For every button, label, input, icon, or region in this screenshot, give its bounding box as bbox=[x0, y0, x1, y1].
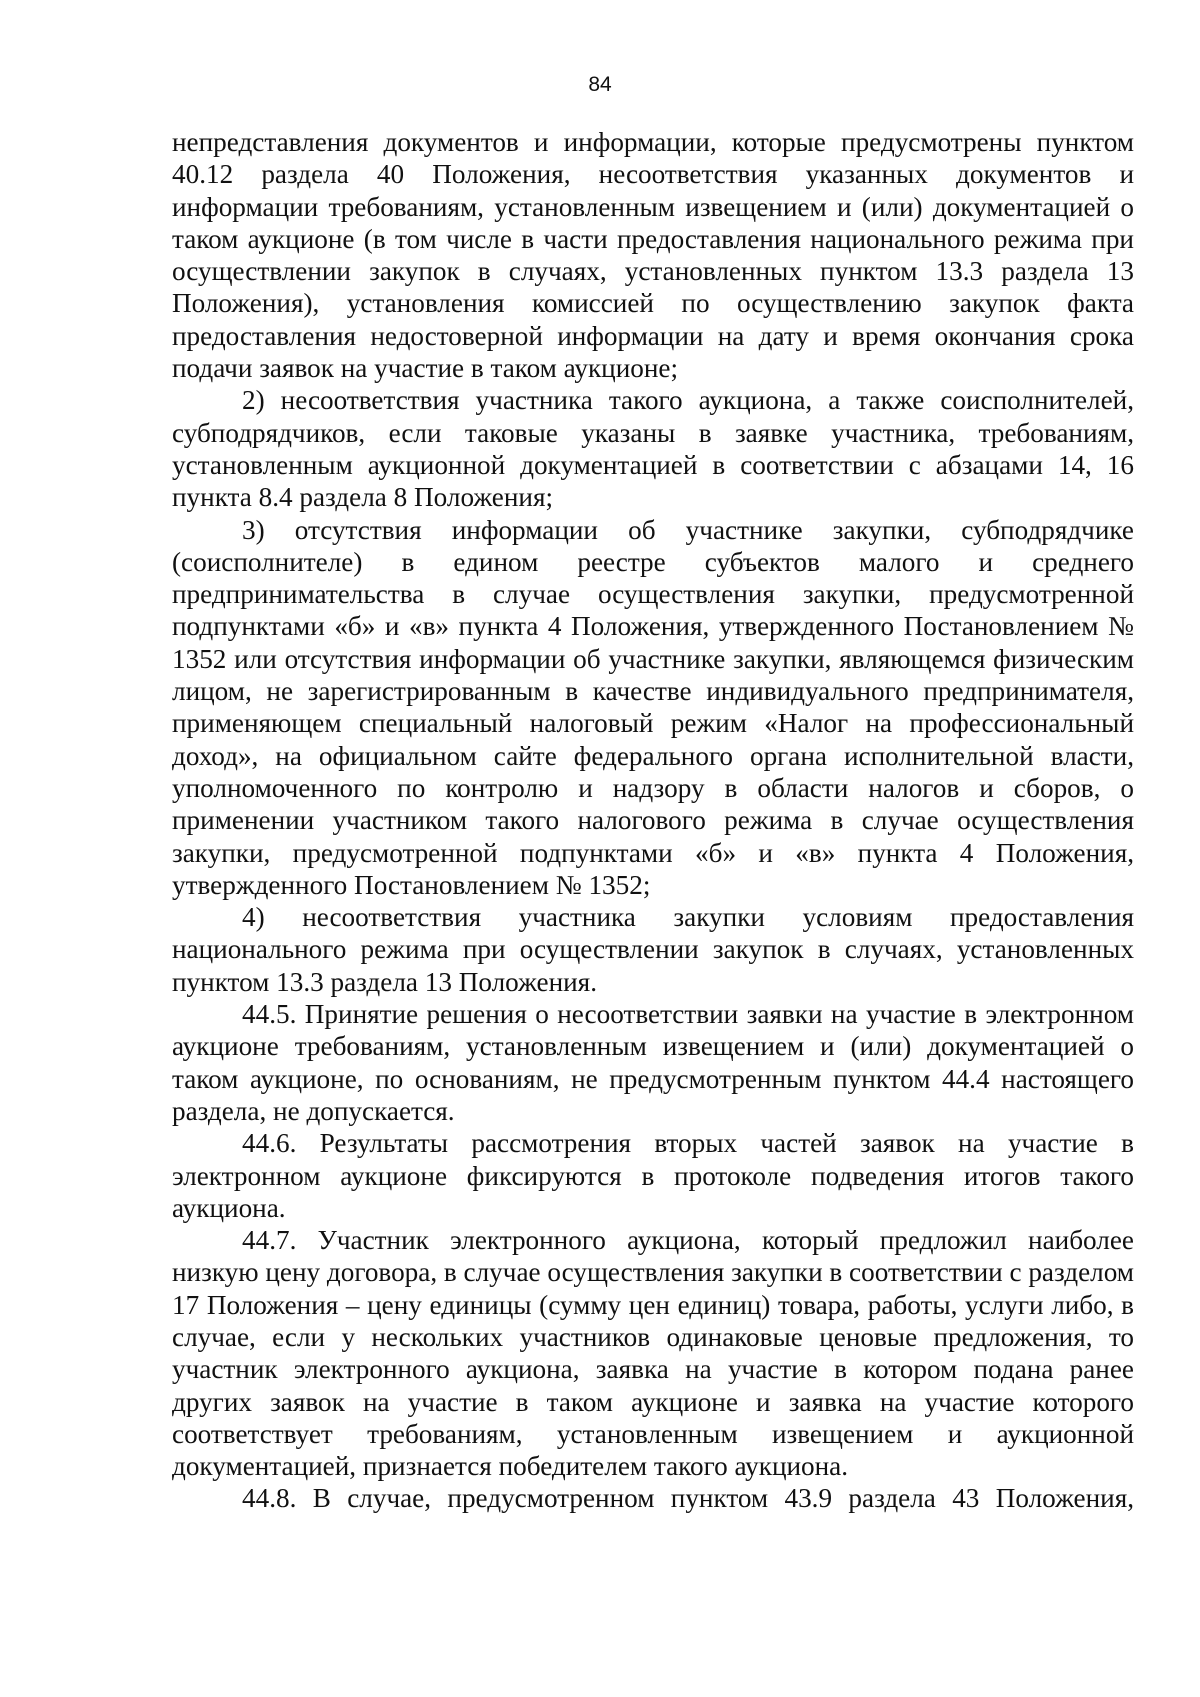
paragraph-44-8: 44.8. В случае, предусмотренном пунктом 43.9 раздела 43 Положения, bbox=[242, 1483, 1134, 1514]
paragraph-44-5: 44.5. Принятие решения о несоответствии заявки на участие в электронном аукционе требованиям, установленным извещением и (или) документацией о таком аукционе, по основаниям, не предусмотренным пунктом 44.4 настоящего раздела, не допускается. bbox=[172, 999, 1134, 1126]
page-number: 84 bbox=[588, 73, 612, 96]
paragraph-item-3: 3) отсутствия информации об участнике закупки, субподрядчике (соисполнителе) в едином реестре субъектов малого и среднего предпринимательства в случае осуществления закупки, предусмотренной подпунктами «б» и «в» пункта 4 Положения, утвержденного Постановлением № 1352 или отсутствия информации об участнике закупки, являющемся физическим лицом, не зарегистрированным в качестве индивидуального предпринимателя, применяющем специальный налоговый режим «Налог на профессиональный доход», на официальном сайте федерального органа исполнительной власти, уполномоченного по контролю и надзору в области налогов и сборов, о применении участником такого налогового режима в случае осуществления закупки, предусмотренной подпунктами «б» и «в» пункта 4 Положения, утвержденного Постановлением № 1352; bbox=[172, 514, 1134, 900]
paragraph-item-4: 4) несоответствия участника закупки условиям предоставления национального режима при осуществлении закупок в случаях, установленных пунктом 13.3 раздела 13 Положения. bbox=[172, 902, 1134, 997]
paragraph-44-6: 44.6. Результаты рассмотрения вторых частей заявок на участие в электронном аукционе фиксируются в протоколе подведения итогов такого аукциона. bbox=[172, 1128, 1134, 1223]
document-body bbox=[172, 126, 1134, 1515]
paragraph-grounds-continuation: непредставления документов и информации, которые предусмотрены пунктом 40.12 раздела 40 Положения, несоответствия указанных документов и информации требованиям, установленным извещением и (или) документацией о таком аукционе (в том числе в части предоставления национального режима при осуществлении закупок в случаях, установленных пунктом 13.3 раздела 13 Положения), установления комиссией по осуществлению закупок факта предоставления недостоверной информации на дату и время окончания срока подачи заявок на участие в таком аукционе; bbox=[172, 127, 1134, 384]
paragraph-44-7: 44.7. Участник электронного аукциона, который предложил наиболее низкую цену договора, в случае осуществления закупки в соответствии с разделом 17 Положения – цену единицы (сумму цен единиц) товара, работы, услуги либо, в случае, если у нескольких участников одинаковые ценовые предложения, то участник электронного аукциона, заявка на участие в котором подана ранее других заявок на участие в таком аукционе и заявка на участие которого соответствует требованиям, установленным извещением и аукционной документацией, признается победителем такого аукциона. bbox=[172, 1225, 1134, 1482]
paragraph-item-2: 2) несоответствия участника такого аукциона, а также соисполнителей, субподрядчиков, если таковые указаны в заявке участника, требованиям, установленным аукционной документацией в соответствии с абзацами 14, 16 пункта 8.4 раздела 8 Положения; bbox=[172, 385, 1134, 513]
